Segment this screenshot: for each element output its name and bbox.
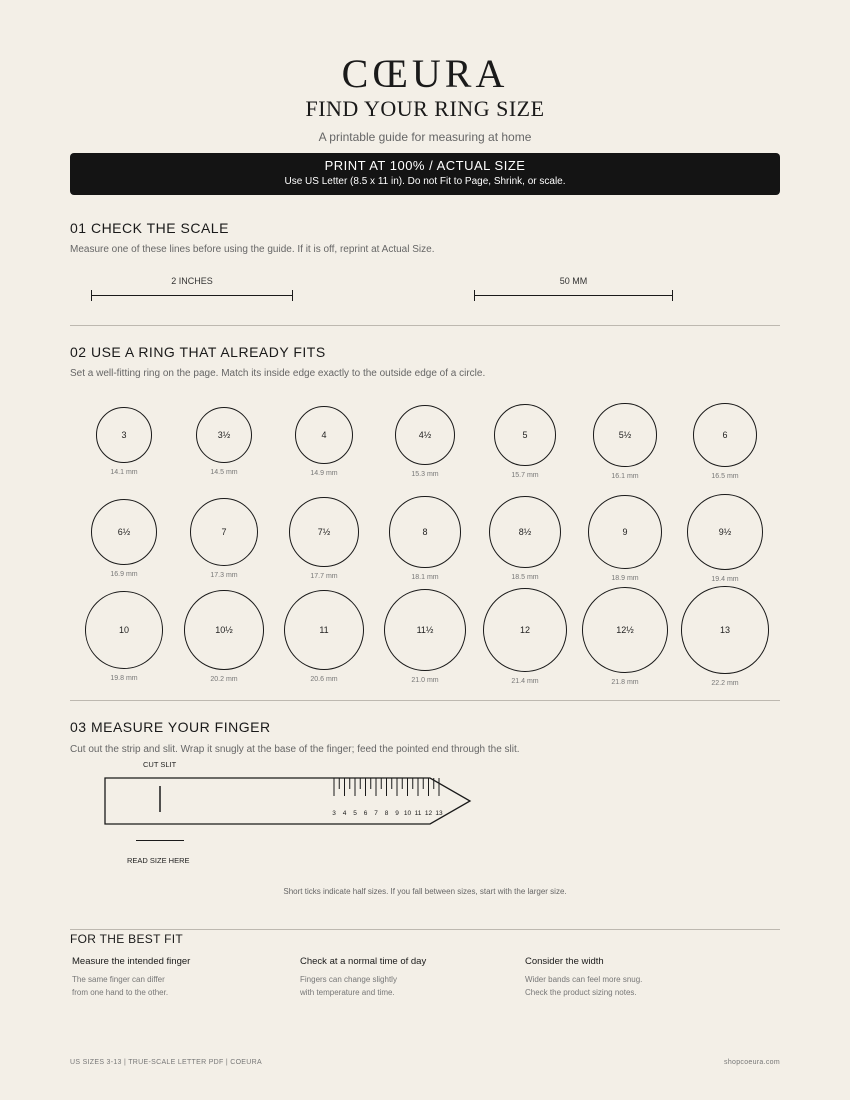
ring-size-label: 7½: [317, 526, 331, 537]
fit-tip: [72, 956, 190, 999]
fit-tip-title: Measure the intended finger: [72, 956, 191, 967]
ring-circle: [681, 586, 768, 673]
ring-circle: [389, 496, 460, 567]
strip-size-number: 4: [342, 810, 347, 817]
print-banner: [70, 153, 780, 195]
ring-circle: [687, 494, 763, 570]
ring-diameter-label: 17.7 mm: [310, 572, 338, 580]
ring-size-label: 10: [118, 624, 129, 635]
strip-size-number: 12: [424, 810, 433, 817]
ring-circle: [196, 407, 253, 464]
ring-diameter-label: 17.3 mm: [210, 571, 238, 579]
section-scale-desc: Measure one of these lines before using the guide. If it is off, reprint at Actual Size.: [70, 244, 435, 255]
ring-diameter-label: 20.2 mm: [210, 675, 238, 683]
ring-diameter-label: 21.0 mm: [411, 677, 439, 685]
ring-size-label: 6½: [117, 526, 131, 537]
scale-mm-label: 50 MM: [559, 276, 588, 286]
fit-tip-title: Check at a normal time of day: [300, 956, 427, 967]
ring-circle: [588, 495, 662, 569]
strip-size-number: 5: [353, 810, 357, 817]
ring-diameter-label: 16.9 mm: [110, 571, 138, 579]
section-finger-heading: 03 MEASURE YOUR FINGER: [70, 719, 271, 735]
fit-tip: [525, 956, 642, 999]
strip-size-number: 11: [414, 810, 422, 817]
cut-slit-label: CUT SLIT: [143, 760, 177, 769]
ring-size-label: 4½: [418, 429, 432, 440]
ring-size-item: [74, 591, 174, 682]
ring-size-label: 12½: [616, 624, 634, 635]
ring-size-label: 12: [519, 624, 530, 635]
ring-circle: [693, 403, 758, 468]
ring-circle: [489, 496, 562, 569]
fit-tip-desc: Wider bands can feel more snug. Check the product sizing notes.: [525, 975, 643, 997]
ring-size-label: 5½: [618, 429, 632, 440]
read-size-line: [136, 840, 184, 841]
fit-tip: [300, 956, 426, 999]
footer-left: US SIZES 3-13 | TRUE-SCALE LETTER PDF | COEURA: [70, 1059, 262, 1066]
strip-size-number: 7: [374, 810, 378, 817]
ring-size-item: [475, 588, 575, 685]
ring-diameter-label: 14.1 mm: [110, 468, 138, 476]
brand-logo: CŒURA: [341, 51, 509, 96]
ring-size-label: 8½: [518, 526, 532, 537]
strip-numbers: [332, 810, 443, 817]
ring-diameter-label: 19.8 mm: [110, 674, 138, 682]
ring-size-label: 5: [522, 429, 528, 440]
ring-circle: [184, 590, 263, 669]
ring-size-label: 8: [422, 526, 428, 537]
read-size-label: READ SIZE HERE: [127, 856, 190, 865]
ring-diameter-label: 15.3 mm: [411, 471, 439, 479]
ring-diameter-label: 21.8 mm: [611, 678, 639, 686]
strip-size-number: 3: [332, 810, 336, 817]
ring-size-item: [575, 587, 675, 686]
ring-size-label: 7: [221, 526, 227, 537]
ring-size-item: [74, 499, 174, 578]
ring-size-item: [174, 590, 274, 682]
ring-size-item: [475, 404, 575, 479]
print-banner-heading: PRINT AT 100% / ACTUAL SIZE: [324, 158, 526, 173]
ring-size-item: [174, 407, 274, 477]
ring-size-item: [575, 495, 675, 582]
scale-mm-bar: [475, 295, 672, 296]
ring-size-label: 10½: [215, 624, 233, 635]
strip-size-number: 13: [435, 810, 443, 817]
ring-size-label: 3½: [217, 429, 231, 440]
ring-sizer-strip: [100, 772, 480, 830]
ring-circle: [582, 587, 668, 673]
ring-circle: [295, 406, 354, 465]
ring-size-item: [375, 405, 475, 478]
print-banner-instructions: Use US Letter (8.5 x 11 in). Do not Fit to Page, Shrink, or scale.: [284, 176, 566, 187]
fit-tip-desc: The same finger can differ from one hand to the other.: [72, 975, 169, 997]
strip-size-number: 9: [395, 810, 399, 817]
ring-size-label: 11: [319, 624, 329, 635]
strip-size-number: 8: [384, 810, 389, 817]
ring-size-label: 9: [622, 526, 628, 537]
ring-diameter-label: 20.6 mm: [310, 676, 338, 684]
ring-diameter-label: 16.5 mm: [711, 473, 739, 481]
ring-size-label: 3: [121, 429, 127, 440]
ring-size-item: [274, 497, 374, 580]
ring-diameter-label: 18.1 mm: [411, 573, 439, 581]
ring-diameter-label: 14.9 mm: [310, 470, 338, 478]
ring-circle: [384, 589, 467, 672]
ring-size-label: 11½: [416, 624, 434, 635]
section-rings-desc: Set a well-fitting ring on the page. Match its inside edge exactly to the outside edge of a circle.: [70, 368, 486, 379]
section-scale-heading: 01 CHECK THE SCALE: [70, 220, 229, 236]
divider: [70, 700, 780, 701]
ring-circle: [91, 499, 157, 565]
ring-size-item: [375, 589, 475, 685]
fit-tip-desc: Fingers can change slightly with temperature and time.: [300, 975, 397, 997]
ring-size-item: [475, 496, 575, 582]
ring-circle: [85, 591, 163, 669]
page-title: FIND YOUR RING SIZE: [305, 96, 545, 121]
ring-circle: [190, 498, 258, 566]
ring-size-item: [575, 403, 675, 479]
ring-diameter-label: 18.9 mm: [611, 575, 639, 583]
ring-size-item: [375, 496, 475, 580]
scale-inches-bar: [92, 295, 292, 296]
strip-ticks: [334, 778, 439, 796]
fit-tip-title: Consider the width: [525, 956, 604, 967]
page-subtitle: A printable guide for measuring at home: [318, 130, 532, 144]
ring-size-item: [675, 586, 775, 686]
ring-size-item: [274, 406, 374, 478]
strip-size-number: 6: [363, 810, 368, 817]
ring-size-item: [174, 498, 274, 579]
ring-circle: [284, 590, 365, 671]
ring-circle: [96, 407, 151, 462]
ring-diameter-label: 18.5 mm: [511, 574, 539, 582]
divider: [70, 929, 780, 930]
scale-inches-label: 2 INCHES: [171, 276, 213, 286]
ring-circle: [395, 405, 455, 465]
section-finger-desc: Cut out the strip and slit. Wrap it snugly at the base of the finger; feed the pointed end through the slit.: [70, 744, 520, 755]
divider: [70, 325, 780, 326]
ring-size-label: 13: [719, 624, 730, 635]
ring-diameter-label: 22.2 mm: [711, 679, 739, 687]
section-rings-heading: 02 USE A RING THAT ALREADY FITS: [70, 344, 326, 360]
ring-size-item: [675, 494, 775, 583]
half-size-note: Short ticks indicate half sizes. If you fall between sizes, start with the larger size.: [283, 887, 567, 896]
ring-circle: [593, 403, 656, 466]
ring-circle: [483, 588, 567, 672]
ring-size-label: 6: [722, 429, 728, 440]
strip-size-number: 10: [403, 810, 412, 817]
ring-diameter-label: 16.1 mm: [611, 472, 639, 480]
ring-size-item: [274, 590, 374, 684]
best-fit-heading: FOR THE BEST FIT: [70, 932, 184, 946]
footer-url[interactable]: shopcoeura.com: [724, 1059, 780, 1066]
ring-circle: [289, 497, 359, 567]
ring-diameter-label: 19.4 mm: [711, 576, 739, 584]
ring-size-item: [74, 407, 174, 475]
ring-diameter-label: 14.5 mm: [210, 469, 238, 477]
ring-size-item: [675, 403, 775, 481]
ring-circle: [494, 404, 556, 466]
ring-size-label: 4: [321, 429, 327, 440]
ring-size-label: 9½: [718, 526, 732, 537]
ring-diameter-label: 21.4 mm: [511, 678, 539, 686]
ring-diameter-label: 15.7 mm: [511, 471, 539, 479]
